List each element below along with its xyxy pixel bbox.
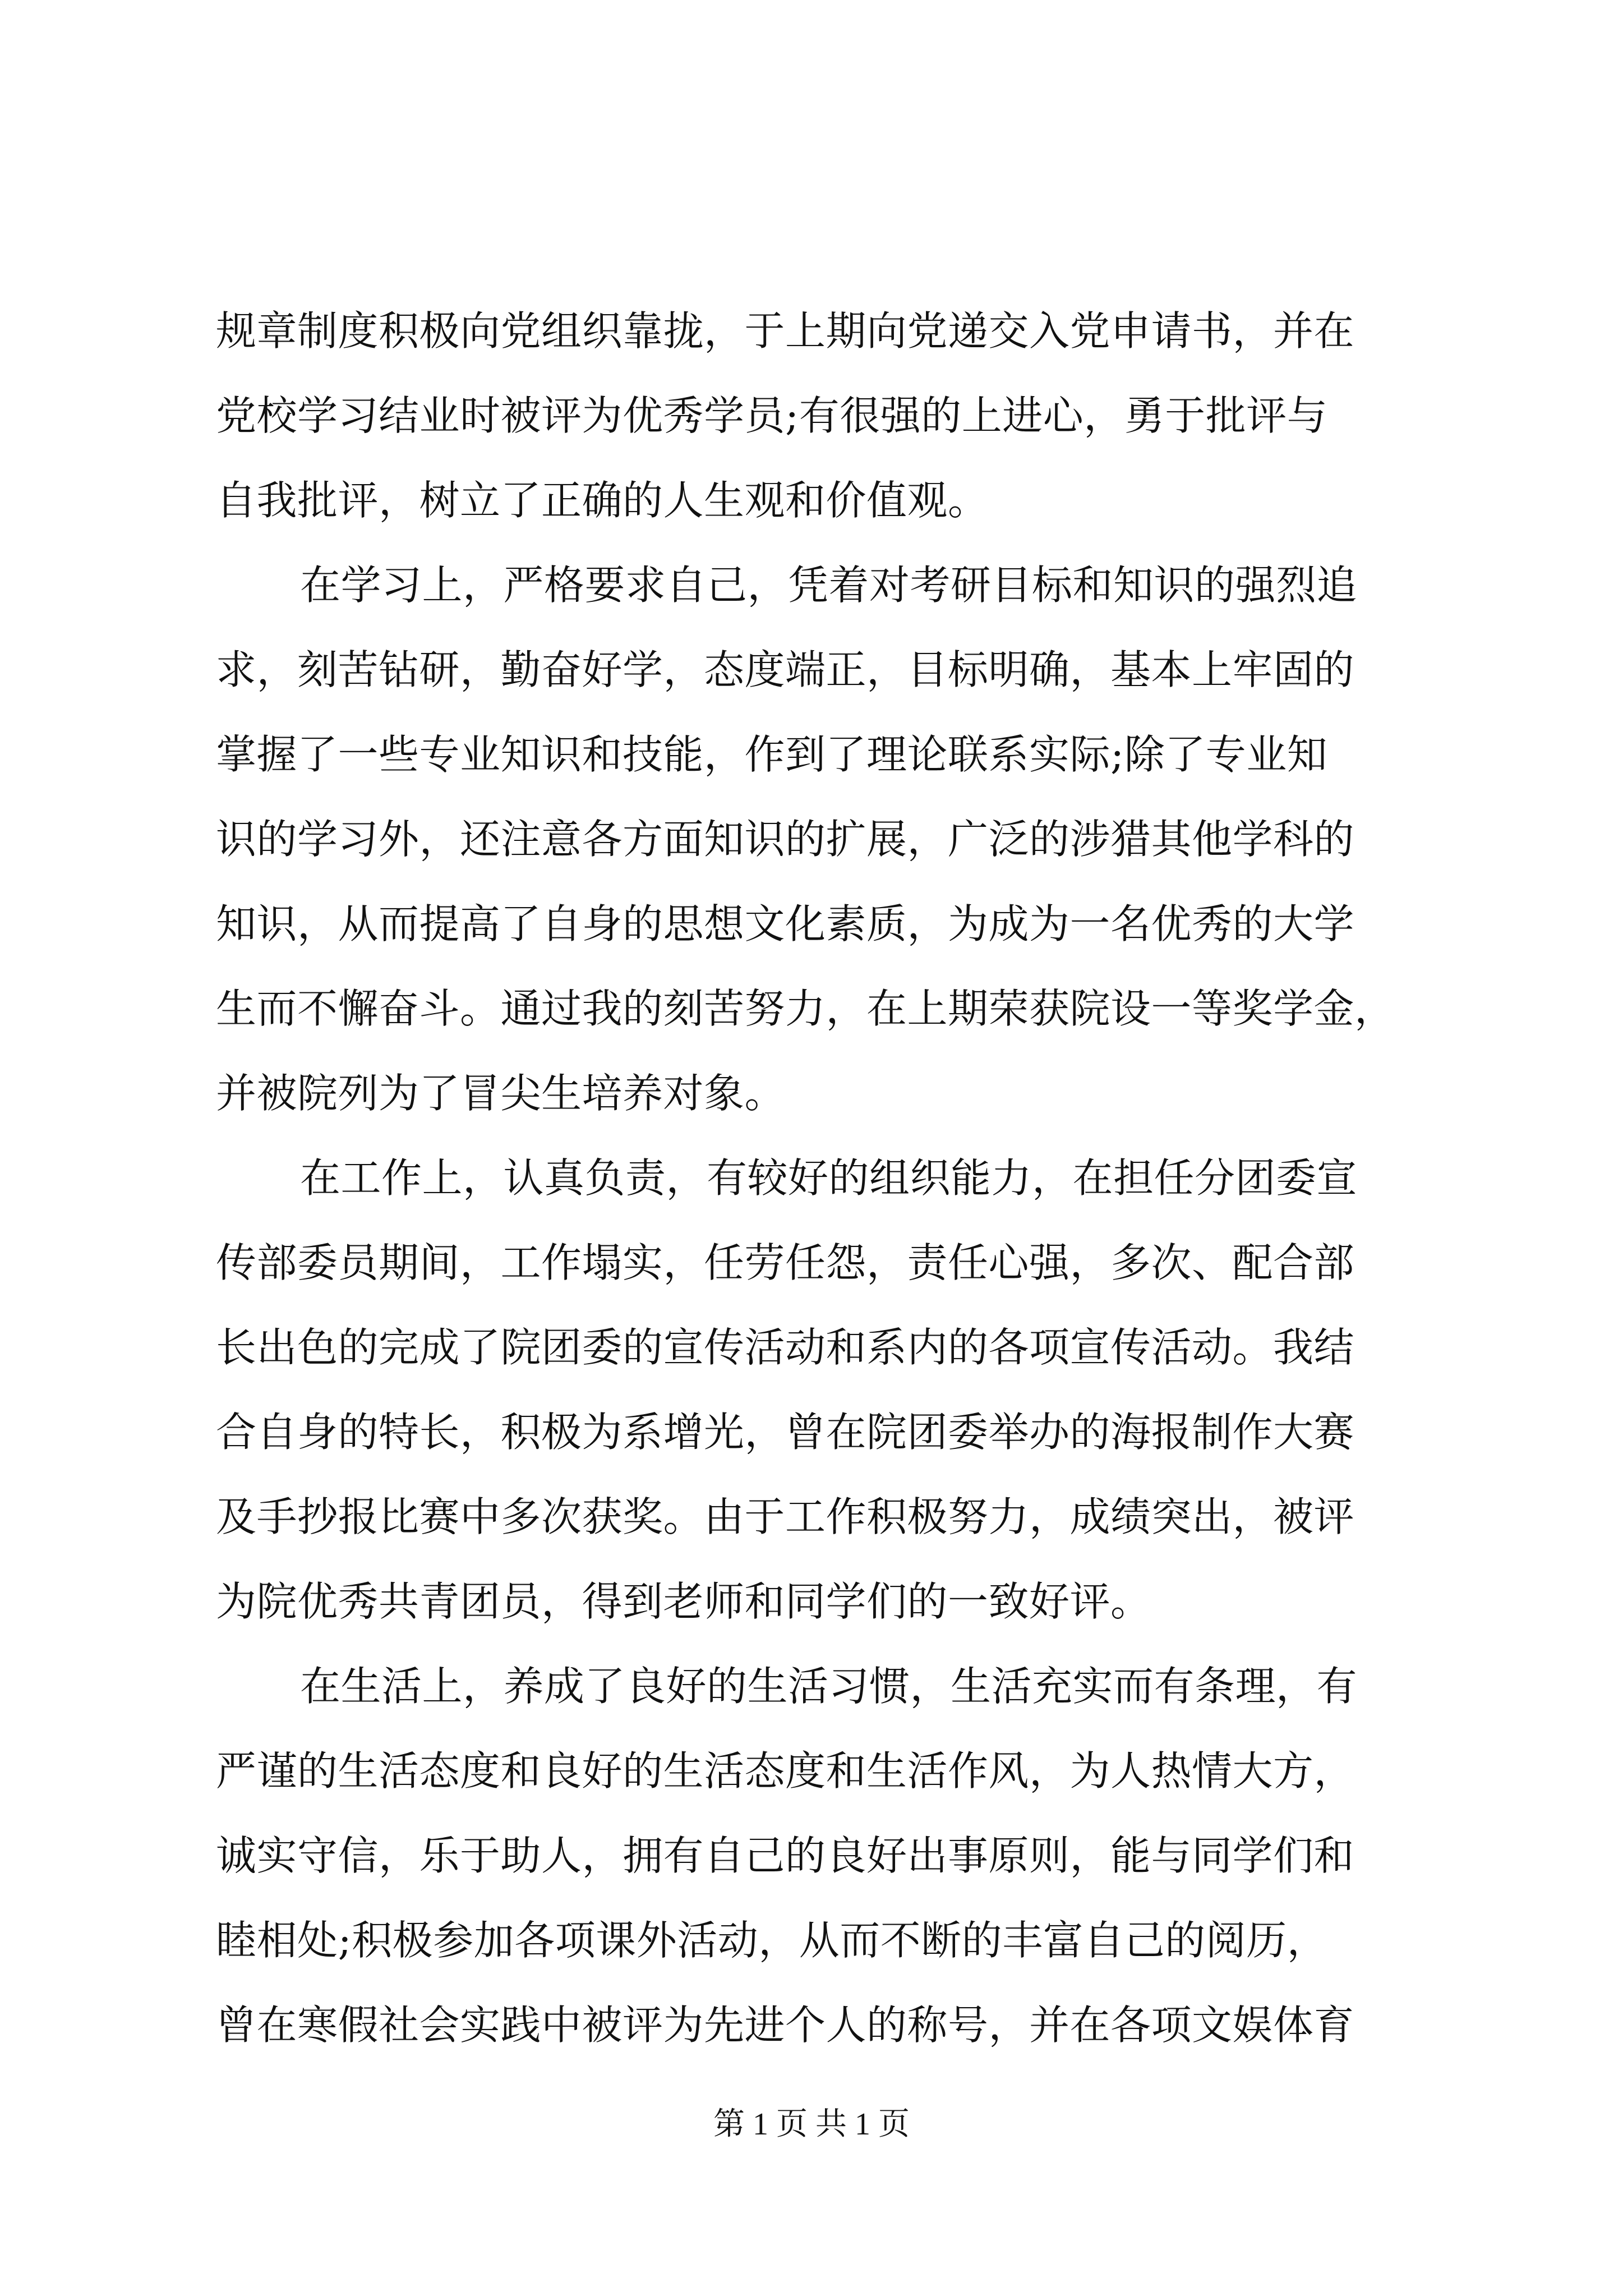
text-line: 严谨的生活态度和良好的生活态度和生活作风，为人热情大方， — [216, 1747, 1355, 1795]
paragraph-first-line: 在生活上，养成了良好的生活习惯，生活充实而有条理，有 — [300, 1663, 1358, 1710]
document-body — [216, 289, 1427, 2068]
text-line: 自我批评，树立了正确的人生观和价值观。 — [216, 477, 989, 524]
page-footer: 第 1 页 共 1 页 — [713, 2107, 910, 2142]
text-line: 诚实守信，乐于助人，拥有自己的良好出事原则，能与同学们和 — [216, 1832, 1355, 1879]
text-line: 规章制度积极向党组织靠拢，于上期向党递交入党申请书，并在 — [216, 307, 1355, 355]
text-line: 合自身的特长，积极为系增光，曾在院团委举办的海报制作大赛 — [216, 1409, 1355, 1456]
text-line: 睦相处;积极参加各项课外活动，从而不断的丰富自己的阅历， — [216, 1917, 1328, 1964]
text-line: 知识，从而提高了自身的思想文化素质，为成为一名优秀的大学 — [216, 900, 1355, 947]
text-line: 掌握了一些专业知识和技能，作到了理论联系实际;除了专业知 — [216, 731, 1328, 778]
text-line: 党校学习结业时被评为优秀学员;有很强的上进心，勇于批评与 — [216, 392, 1328, 439]
text-line: 传部委员期间，工作塌实，任劳任怨，责任心强，多次、配合部 — [216, 1239, 1355, 1286]
text-line: 为院优秀共青团员，得到老师和同学们的一致好评。 — [216, 1578, 1151, 1625]
text-line: 曾在寒假社会实践中被评为先进个人的称号，并在各项文娱体育 — [216, 2001, 1355, 2049]
paragraph-first-line: 在学习上，严格要求自己，凭着对考研目标和知识的强烈追 — [300, 562, 1358, 609]
text-line: 长出色的完成了院团委的宣传活动和系内的各项宣传活动。我结 — [216, 1324, 1355, 1371]
text-line: 并被院列为了冒尖生培养对象。 — [216, 1070, 786, 1117]
text-line: 求，刻苦钻研，勤奋好学，态度端正，目标明确，基本上牢固的 — [216, 646, 1355, 693]
text-line: 及手抄报比赛中多次获奖。由于工作积极努力，成绩突出，被评 — [216, 1493, 1355, 1540]
paragraph-first-line: 在工作上，认真负责，有较好的组织能力，在担任分团委宣 — [300, 1154, 1358, 1202]
text-line: 识的学习外，还注意各方面知识的扩展，广泛的涉猎其他学科的 — [216, 816, 1355, 863]
text-line: 生而不懈奋斗。通过我的刻苦努力，在上期荣获院设一等奖学金， — [216, 985, 1395, 1032]
